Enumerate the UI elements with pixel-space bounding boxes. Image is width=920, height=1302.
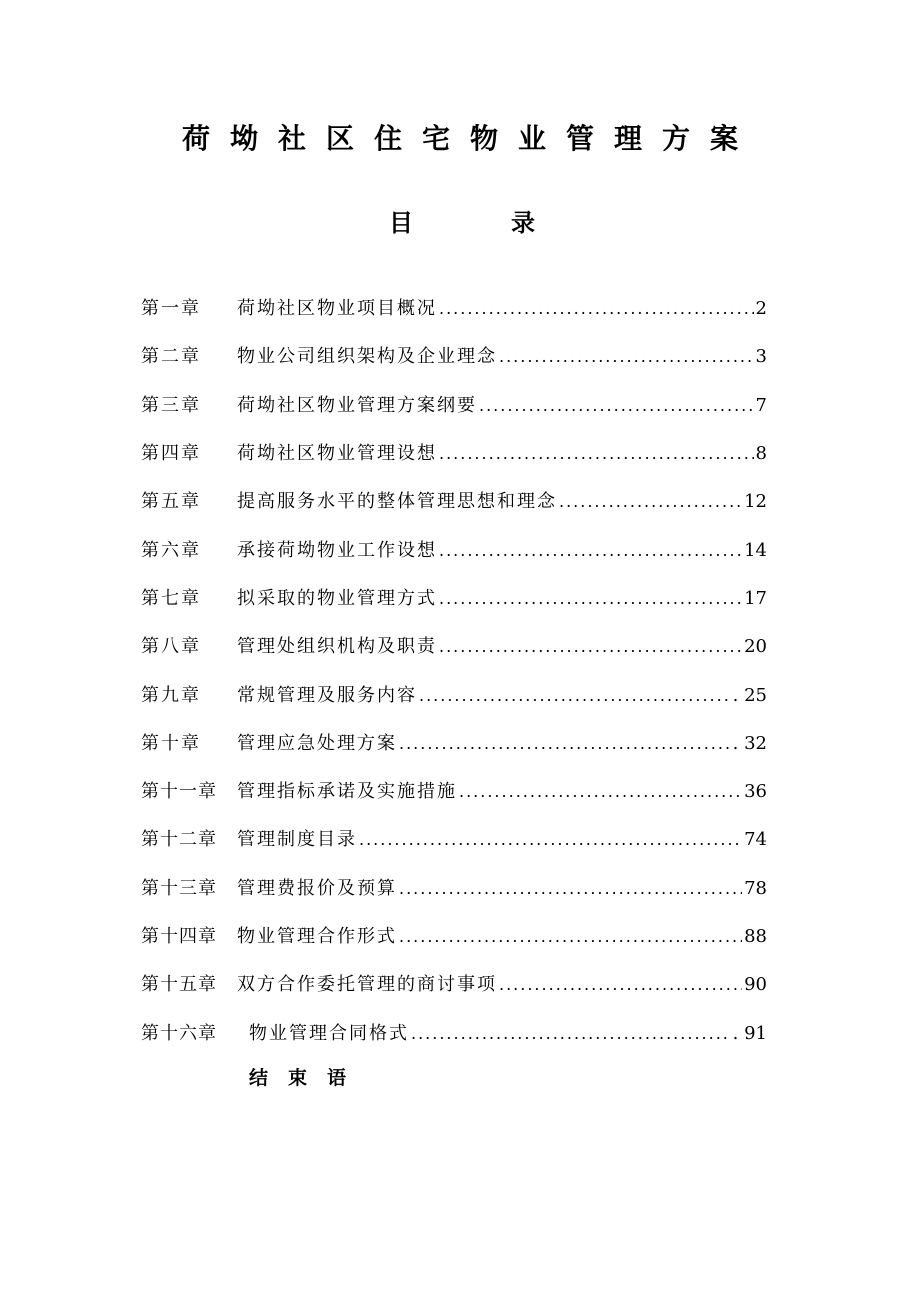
toc-page: . 25 bbox=[732, 684, 767, 706]
toc-chapter: 第五章 bbox=[141, 491, 201, 513]
toc-leader bbox=[411, 1022, 731, 1046]
toc-entry[interactable] bbox=[141, 333, 767, 381]
document-title: 荷坳社区住宅物业管理方案 bbox=[181, 122, 758, 155]
toc-page: 88 bbox=[744, 926, 767, 947]
toc-title: 荷坳社区物业项目概况 bbox=[237, 298, 437, 320]
toc-page: 20 bbox=[744, 636, 767, 658]
toc-chapter: 第十二章 bbox=[141, 829, 217, 851]
toc-title: 提高服务水平的整体管理思想和理念 bbox=[237, 491, 557, 513]
toc-chapter: 第七章 bbox=[141, 587, 201, 609]
toc-entry[interactable] bbox=[141, 961, 767, 1009]
table-of-contents bbox=[141, 285, 767, 1058]
toc-title: 管理制度目录 bbox=[237, 829, 357, 851]
toc-leader bbox=[399, 925, 742, 949]
toc-title: 荷坳社区物业管理设想 bbox=[237, 443, 437, 465]
toc-leader bbox=[439, 442, 754, 466]
toc-entry[interactable] bbox=[141, 430, 767, 478]
toc-leader bbox=[459, 780, 742, 804]
toc-page: 12 bbox=[744, 491, 767, 513]
toc-title: 管理指标承诺及实施措施 bbox=[237, 781, 457, 803]
toc-page: 74 bbox=[744, 829, 767, 851]
toc-leader bbox=[419, 684, 731, 708]
toc-leader bbox=[439, 587, 742, 611]
toc-leader bbox=[499, 345, 754, 369]
toc-leader bbox=[399, 877, 742, 901]
toc-title: 承接荷坳物业工作设想 bbox=[237, 539, 437, 561]
toc-leader bbox=[559, 490, 742, 514]
toc-leader bbox=[439, 539, 742, 563]
toc-page: 8 bbox=[755, 443, 767, 465]
toc-chapter: 第十一章 bbox=[141, 781, 217, 803]
toc-heading bbox=[389, 203, 549, 237]
toc-chapter: 第八章 bbox=[141, 636, 201, 658]
toc-title: 管理应急处理方案 bbox=[237, 732, 397, 754]
toc-title: 双方合作委托管理的商讨事项 bbox=[237, 974, 497, 996]
toc-page: 2 bbox=[755, 298, 767, 320]
toc-page: . 91 bbox=[732, 1022, 767, 1044]
toc-entry[interactable] bbox=[141, 865, 767, 913]
toc-heading-right: 录 bbox=[511, 209, 535, 237]
toc-chapter: 第十四章 bbox=[141, 926, 217, 947]
toc-chapter: 第十六章 bbox=[141, 1022, 217, 1044]
toc-chapter: 第六章 bbox=[141, 539, 201, 561]
toc-chapter: 第十章 bbox=[141, 732, 201, 754]
toc-entry[interactable] bbox=[141, 478, 767, 526]
toc-page: 7 bbox=[755, 394, 767, 416]
toc-chapter: 第九章 bbox=[141, 684, 201, 706]
toc-leader bbox=[499, 973, 742, 997]
toc-title: 物业公司组织架构及企业理念 bbox=[237, 346, 497, 368]
toc-chapter: 第十三章 bbox=[141, 877, 217, 899]
toc-entry[interactable] bbox=[141, 768, 767, 816]
toc-page: 3 bbox=[755, 346, 767, 368]
toc-page: 90 bbox=[744, 974, 767, 996]
toc-chapter: 第十五章 bbox=[141, 974, 217, 996]
toc-chapter: 第三章 bbox=[141, 394, 201, 416]
toc-title: 管理处组织机构及职责 bbox=[237, 636, 437, 658]
toc-leader bbox=[359, 828, 742, 852]
toc-page: 78 bbox=[744, 877, 767, 899]
toc-leader bbox=[439, 297, 754, 321]
toc-entry[interactable] bbox=[141, 720, 767, 768]
toc-title: 拟采取的物业管理方式 bbox=[237, 587, 437, 609]
toc-page: . 32 bbox=[732, 732, 767, 754]
toc-chapter: 第四章 bbox=[141, 443, 201, 465]
toc-page: 14 bbox=[744, 539, 767, 561]
toc-chapter: 第一章 bbox=[141, 298, 201, 320]
toc-entry[interactable] bbox=[141, 671, 767, 719]
toc-title: 物业管理合作形式 bbox=[237, 926, 397, 947]
toc-title: 物业管理合同格式 bbox=[249, 1022, 409, 1044]
toc-page: 36 bbox=[744, 781, 767, 803]
toc-entry[interactable] bbox=[141, 575, 767, 623]
toc-page: 17 bbox=[744, 587, 767, 609]
toc-title: 荷坳社区物业管理方案纲要 bbox=[237, 394, 477, 416]
toc-entry[interactable] bbox=[141, 285, 767, 333]
toc-entry[interactable] bbox=[141, 623, 767, 671]
toc-leader bbox=[439, 635, 742, 659]
toc-entry[interactable] bbox=[141, 526, 767, 574]
toc-leader bbox=[479, 394, 754, 418]
toc-title: 常规管理及服务内容 bbox=[237, 684, 417, 706]
toc-entry[interactable] bbox=[141, 913, 767, 961]
toc-entry[interactable] bbox=[141, 382, 767, 430]
toc-leader bbox=[399, 732, 731, 756]
toc-title: 管理费报价及预算 bbox=[237, 877, 397, 899]
toc-entry[interactable] bbox=[141, 1009, 767, 1057]
toc-entry[interactable] bbox=[141, 816, 767, 864]
closing-remarks: 结束语 bbox=[249, 1067, 367, 1089]
toc-heading-left: 目 bbox=[389, 209, 413, 237]
toc-chapter: 第二章 bbox=[141, 346, 201, 368]
